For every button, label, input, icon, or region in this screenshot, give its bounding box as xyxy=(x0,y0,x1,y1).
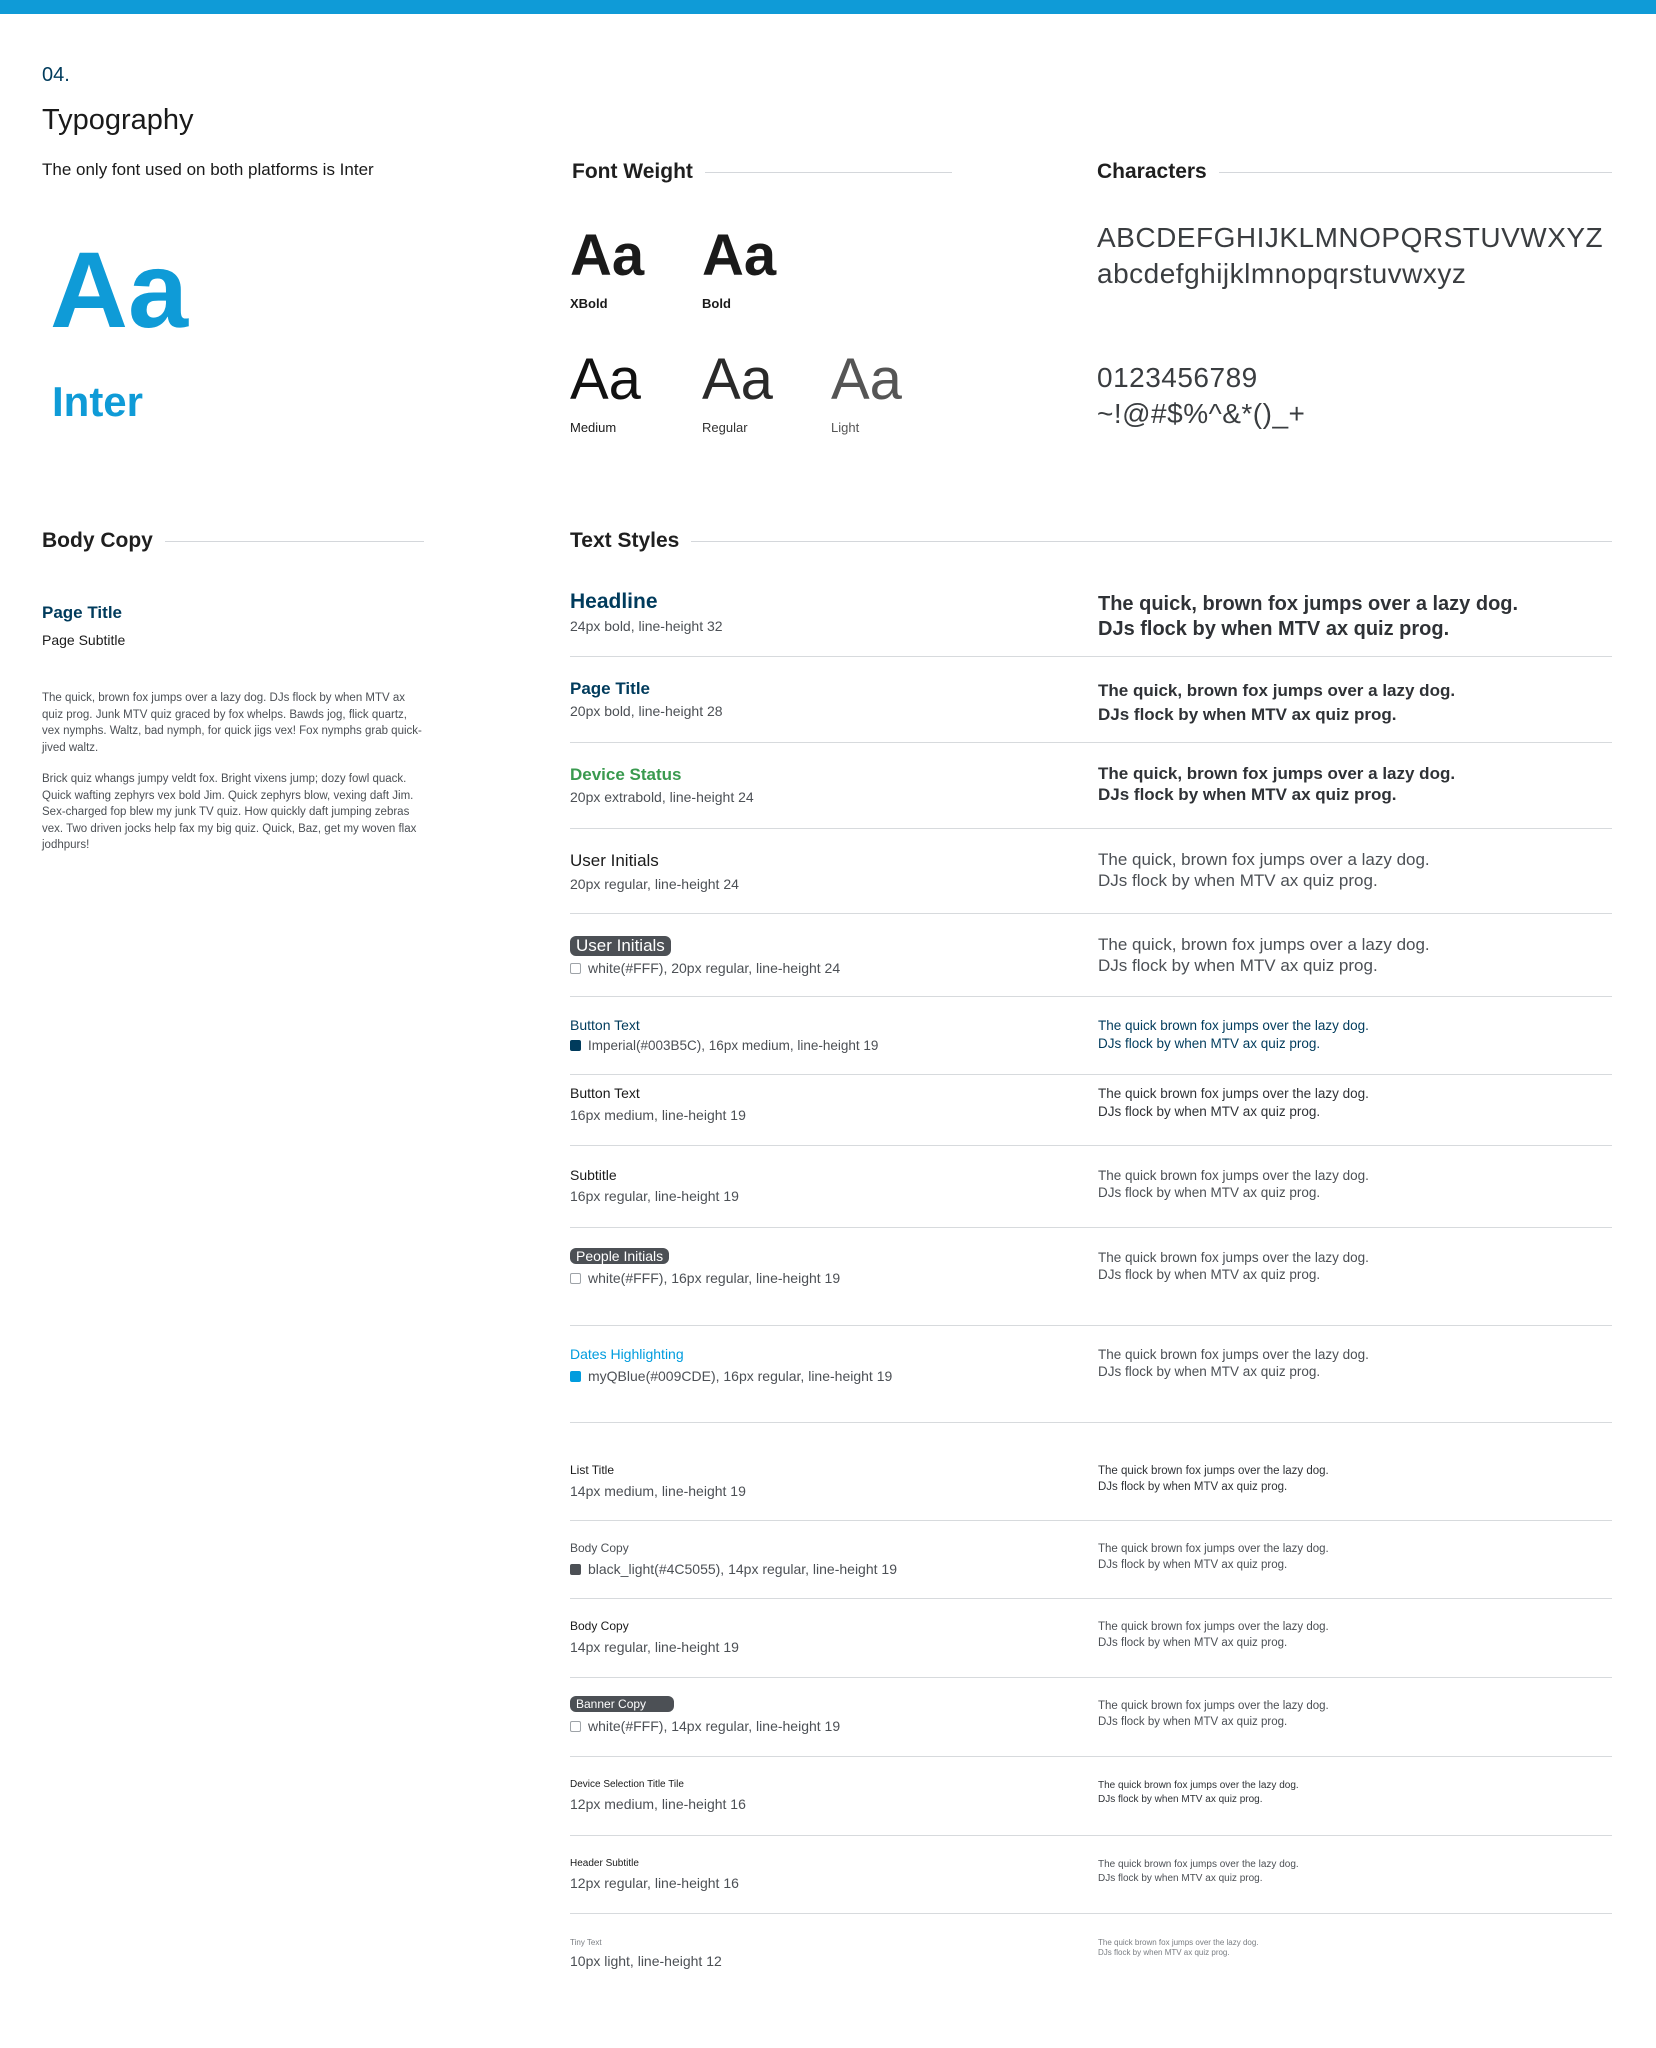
style-spec: 16px medium, line-height 19 xyxy=(570,1107,746,1123)
body-copy-page-subtitle: Page Subtitle xyxy=(42,632,126,648)
sample-line-2: DJs flock by when MTV ax quiz prog. xyxy=(1098,1716,1288,1728)
color-swatch xyxy=(570,1273,581,1284)
sample-line-2: DJs flock by when MTV ax quiz prog. xyxy=(1098,1036,1321,1051)
weight-glyph: Aa xyxy=(570,347,641,412)
color-swatch xyxy=(570,1371,581,1382)
weight-sample-bold xyxy=(702,224,776,311)
style-name: Body Copy xyxy=(570,1619,629,1633)
text-style-row-header-subtitle xyxy=(570,1836,1612,1914)
characters-heading xyxy=(1097,160,1612,184)
text-styles-heading xyxy=(570,529,1612,553)
text-style-row-tiny-text xyxy=(570,1914,1612,1974)
style-name: Button Text xyxy=(570,1017,640,1033)
sample-line-2: DJs flock by when MTV ax quiz prog. xyxy=(1098,1948,1230,1957)
sample-line-1: The quick brown fox jumps over the lazy dog. xyxy=(1098,1700,1329,1712)
sample-line-1: The quick brown fox jumps over the lazy dog. xyxy=(1098,1621,1329,1633)
body-copy-heading-label: Body Copy xyxy=(42,529,153,552)
hero-font-name: Inter xyxy=(52,378,144,425)
sample-line-1: The quick brown fox jumps over the lazy dog. xyxy=(1098,1465,1329,1477)
weight-label: Bold xyxy=(702,296,731,311)
sample-line-1: The quick brown fox jumps over the lazy dog. xyxy=(1098,1859,1299,1870)
style-spec: 10px light, line-height 12 xyxy=(570,1953,722,1969)
sample-line-2: DJs flock by when MTV ax quiz prog. xyxy=(1098,956,1378,975)
symbol-characters: ~!@#$%^&*()_+ xyxy=(1097,398,1306,429)
color-swatch xyxy=(570,963,581,974)
digit-characters: 0123456789 xyxy=(1097,362,1258,393)
style-spec: 20px bold, line-height 28 xyxy=(570,703,723,719)
sample-line-1: The quick brown fox jumps over the lazy dog. xyxy=(1098,1347,1369,1362)
text-style-row-device-selection-title xyxy=(570,1757,1612,1836)
body-copy-heading xyxy=(42,529,424,553)
weight-sample-light xyxy=(831,348,902,435)
section-number: 04. xyxy=(42,64,70,86)
style-name: Device Status xyxy=(570,765,682,784)
text-style-row-banner-copy xyxy=(570,1678,1612,1757)
body-copy-paragraph-2: Brick quiz whangs jumpy veldt fox. Bright vixens jump; dozy fowl quack. Quick wafting zephyrs vex bold Jim. Quick zephyrs blow, vexing daft Jim. Sex-charged fop blew my junk TV quiz. How quickly daft jumping zebras vex. Two driven jocks help fax my big quiz. Quick, Baz, get my woven flax jodhpurs! xyxy=(42,773,417,851)
weight-sample-medium xyxy=(570,348,641,435)
sample-line-1: The quick, brown fox jumps over a lazy dog. xyxy=(1098,681,1456,700)
text-style-row-device-status xyxy=(570,743,1612,829)
sample-line-2: DJs flock by when MTV ax quiz prog. xyxy=(1098,1185,1321,1200)
weight-label: Regular xyxy=(702,420,748,435)
color-swatch xyxy=(570,1721,581,1732)
color-swatch xyxy=(570,1040,581,1051)
text-style-row-subtitle xyxy=(570,1146,1612,1228)
style-name: List Title xyxy=(570,1463,615,1477)
style-name: Dates Highlighting xyxy=(570,1346,684,1362)
style-spec: white(#FFF), 14px regular, line-height 19 xyxy=(588,1718,841,1734)
text-styles-heading-label: Text Styles xyxy=(570,529,680,552)
sample-line-2: DJs flock by when MTV ax quiz prog. xyxy=(1098,1267,1321,1282)
style-spec: black_light(#4C5055), 14px regular, line-height 19 xyxy=(588,1561,897,1577)
text-style-row-user-initials xyxy=(570,829,1612,914)
text-style-row-body-copy-black-light xyxy=(570,1521,1612,1599)
sample-line-1: The quick brown fox jumps over the lazy dog. xyxy=(1098,1938,1259,1947)
sample-line-2: DJs flock by when MTV ax quiz prog. xyxy=(1098,785,1397,804)
style-name-pill: Banner Copy xyxy=(570,1696,674,1712)
style-spec: Imperial(#003B5C), 16px medium, line-height 19 xyxy=(588,1038,879,1053)
style-spec: myQBlue(#009CDE), 16px regular, line-height 19 xyxy=(588,1368,893,1384)
lowercase-characters: abcdefghijklmnopqrstuvwxyz xyxy=(1097,258,1467,289)
sample-line-1: The quick brown fox jumps over the lazy dog. xyxy=(1098,1780,1299,1791)
style-spec: white(#FFF), 20px regular, line-height 24 xyxy=(588,960,841,976)
style-name: Subtitle xyxy=(570,1167,617,1183)
weight-label: Medium xyxy=(570,420,617,435)
divider xyxy=(1219,172,1612,173)
top-accent-bar xyxy=(0,0,1656,14)
text-style-row-headline xyxy=(570,578,1612,657)
style-name: Tiny Text xyxy=(570,1938,602,1947)
sample-line-2: DJs flock by when MTV ax quiz prog. xyxy=(1098,1794,1263,1805)
style-spec: 14px regular, line-height 19 xyxy=(570,1639,739,1655)
sample-line-2: DJs flock by when MTV ax quiz prog. xyxy=(1098,1559,1288,1571)
text-style-row-dates-highlighting xyxy=(570,1326,1612,1423)
text-style-row-people-initials xyxy=(570,1228,1612,1326)
weight-glyph: Aa xyxy=(570,223,645,288)
weight-glyph: Aa xyxy=(702,347,773,412)
style-name: Device Selection Title Tile xyxy=(570,1779,684,1790)
weight-sample-regular xyxy=(702,348,773,435)
style-spec: 16px regular, line-height 19 xyxy=(570,1188,739,1204)
sample-line-2: DJs flock by when MTV ax quiz prog. xyxy=(1098,1364,1321,1379)
sample-line-1: The quick, brown fox jumps over a lazy dog. xyxy=(1098,593,1519,615)
divider xyxy=(165,541,424,542)
style-name: Page Title xyxy=(570,679,650,698)
sample-line-2: DJs flock by when MTV ax quiz prog. xyxy=(1098,1873,1263,1884)
page-title: Typography xyxy=(42,104,194,136)
sample-line-1: The quick brown fox jumps over the lazy dog. xyxy=(1098,1250,1369,1265)
body-copy-paragraph-1: The quick, brown fox jumps over a lazy dog. DJs flock by when MTV ax quiz prog. Junk MTV quiz graced by fox whelps. Bawds jog, flick quartz, vex nymphs. Waltz, bad nymph, for quick jigs vex! Fox nymphs grab quick-jived waltz. xyxy=(42,692,422,754)
style-spec: 24px bold, line-height 32 xyxy=(570,618,723,634)
sample-line-1: The quick brown fox jumps over the lazy dog. xyxy=(1098,1543,1329,1555)
weight-label: XBold xyxy=(570,296,608,311)
hero-glyph: Aa xyxy=(50,229,189,350)
sample-line-1: The quick brown fox jumps over the lazy dog. xyxy=(1098,1086,1369,1101)
uppercase-characters: ABCDEFGHIJKLMNOPQRSTUVWXYZ xyxy=(1097,222,1604,253)
style-spec: white(#FFF), 16px regular, line-height 19 xyxy=(588,1270,841,1286)
style-spec: 20px extrabold, line-height 24 xyxy=(570,789,754,805)
text-style-row-page-title xyxy=(570,657,1612,743)
style-name-pill: People Initials xyxy=(570,1248,669,1264)
text-style-row-button-text-imperial xyxy=(570,997,1612,1075)
style-name: Button Text xyxy=(570,1085,640,1101)
sample-line-2: DJs flock by when MTV ax quiz prog. xyxy=(1098,871,1378,890)
style-spec: 12px regular, line-height 16 xyxy=(570,1875,739,1891)
divider xyxy=(691,541,1612,542)
sample-line-1: The quick brown fox jumps over the lazy dog. xyxy=(1098,1018,1369,1033)
style-name: Header Subtitle xyxy=(570,1858,639,1869)
sample-line-2: DJs flock by when MTV ax quiz prog. xyxy=(1098,1637,1288,1649)
style-spec: 14px medium, line-height 19 xyxy=(570,1483,746,1499)
characters-heading-label: Characters xyxy=(1097,160,1207,183)
style-spec: 12px medium, line-height 16 xyxy=(570,1796,746,1812)
sample-line-2: DJs flock by when MTV ax quiz prog. xyxy=(1098,705,1397,724)
text-style-row-button-text xyxy=(570,1075,1612,1146)
sample-line-1: The quick, brown fox jumps over a lazy dog. xyxy=(1098,935,1430,954)
weight-label: Light xyxy=(831,420,860,435)
text-style-row-user-initials-white xyxy=(570,914,1612,997)
sample-line-2: DJs flock by when MTV ax quiz prog. xyxy=(1098,1104,1321,1119)
style-name: User Initials xyxy=(570,851,659,870)
style-name: Headline xyxy=(570,590,658,613)
sample-line-2: DJs flock by when MTV ax quiz prog. xyxy=(1098,618,1450,640)
sample-line-1: The quick, brown fox jumps over a lazy dog. xyxy=(1098,764,1456,783)
weight-glyph: Aa xyxy=(702,223,777,288)
sample-line-1: The quick, brown fox jumps over a lazy dog. xyxy=(1098,850,1430,869)
sample-line-2: DJs flock by when MTV ax quiz prog. xyxy=(1098,1481,1288,1493)
style-name-pill: User Initials xyxy=(570,936,671,956)
weight-glyph: Aa xyxy=(831,347,902,412)
font-weight-heading-label: Font Weight xyxy=(572,160,693,183)
style-name: Body Copy xyxy=(570,1541,629,1555)
style-spec: 20px regular, line-height 24 xyxy=(570,876,739,892)
text-style-row-body-copy xyxy=(570,1599,1612,1678)
color-swatch xyxy=(570,1564,581,1575)
text-style-row-list-title xyxy=(570,1423,1612,1521)
body-copy-page-title: Page Title xyxy=(42,603,122,622)
font-weight-heading xyxy=(572,160,952,184)
page-description: The only font used on both platforms is Inter xyxy=(42,160,374,179)
divider xyxy=(705,172,952,173)
weight-sample-xbold xyxy=(570,224,644,311)
sample-line-1: The quick brown fox jumps over the lazy dog. xyxy=(1098,1168,1369,1183)
